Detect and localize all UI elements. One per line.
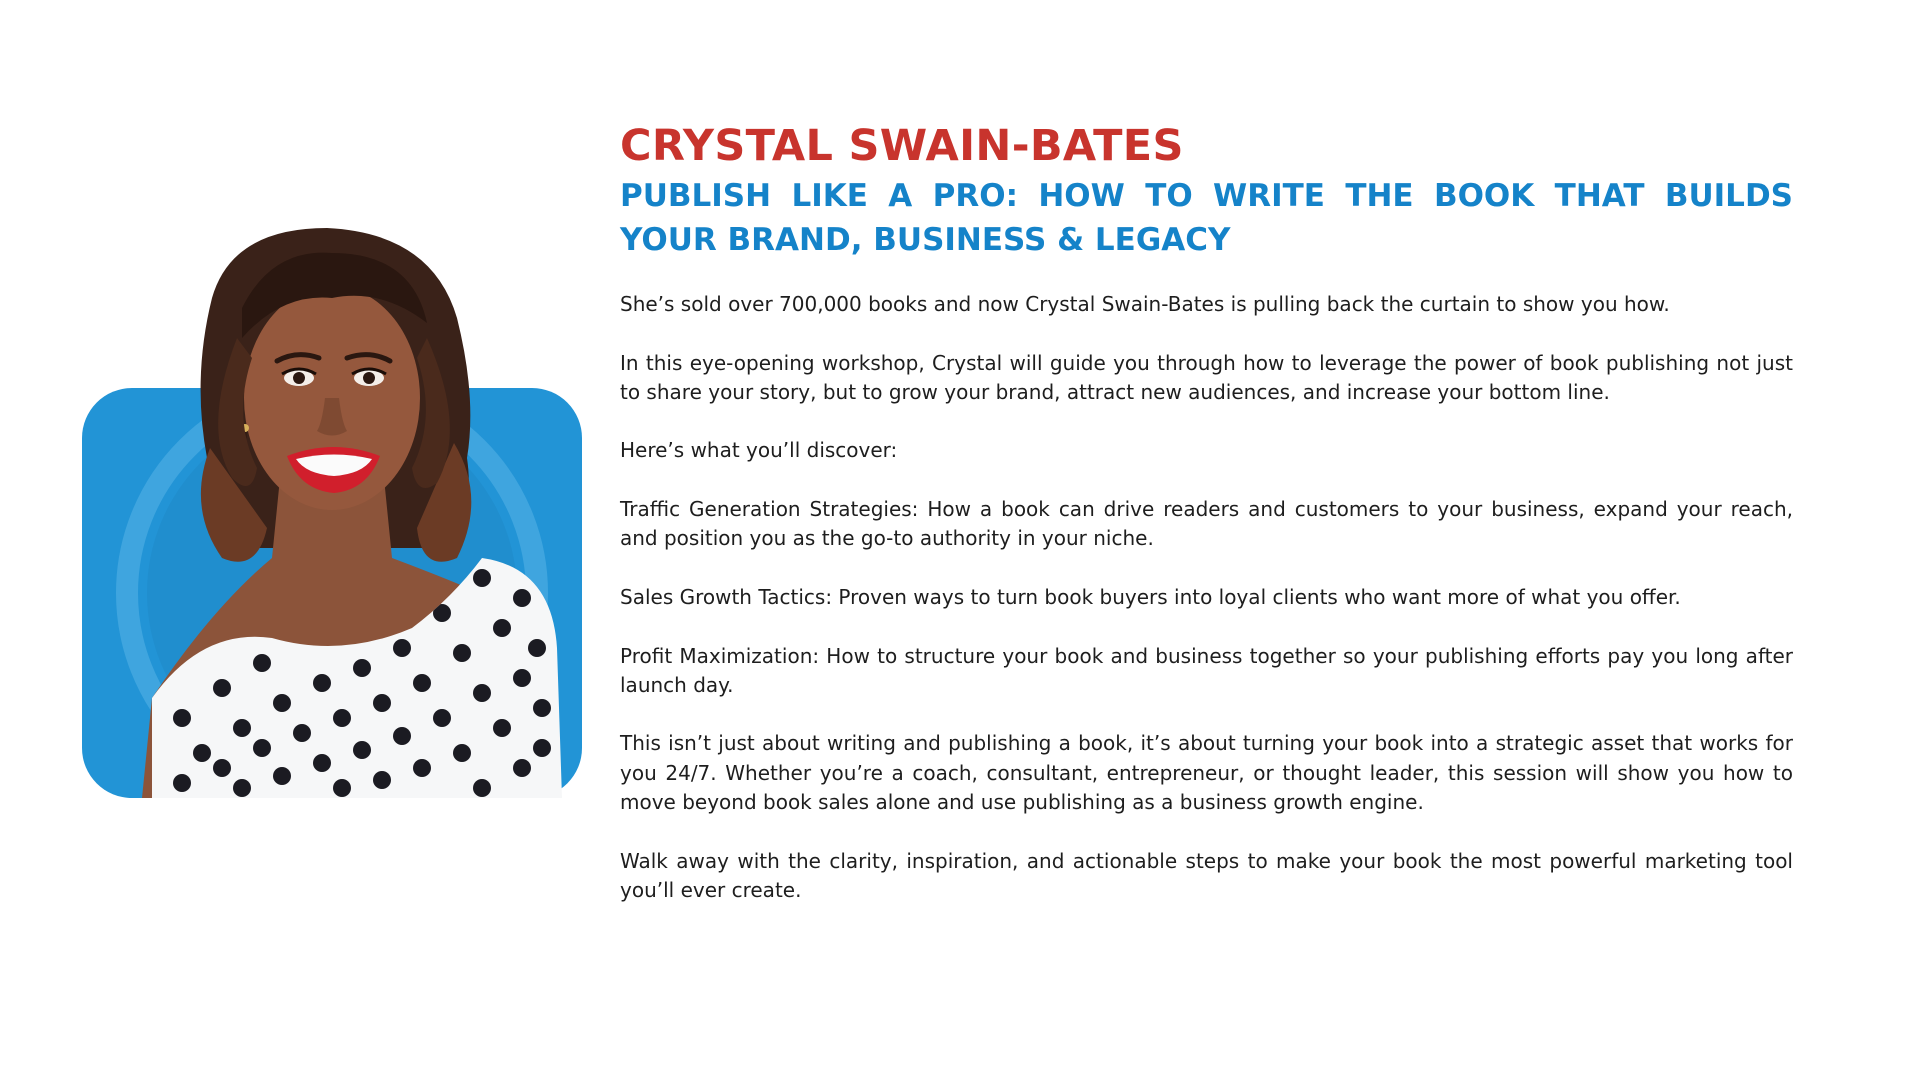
speaker-name: CRYSTAL SWAIN-BATES [620, 121, 1184, 171]
session-details [620, 120, 1793, 935]
closing-paragraph: Walk away with the clarity, inspiration, and actionable steps to make your book the most powerful marketing tool you’ll ever create. [620, 848, 1793, 902]
session-description [620, 290, 1793, 905]
session-title: PUBLISH LIKE A PRO: HOW TO WRITE THE BOOK THAT BUILDS YOUR BRAND, BUSINESS & LEGACY [620, 178, 1793, 258]
intro-paragraph: She’s sold over 700,000 books and now Crystal Swain-Bates is pulling back the curtain to show you how. [620, 292, 1670, 316]
speaker-photo-illustration [82, 228, 582, 798]
point-profit-maximization: Profit Maximization: How to structure your book and business together so your publishing efforts pay you long after launch day. [620, 643, 1793, 697]
point-traffic-generation: Traffic Generation Strategies: How a book can drive readers and customers to your business, expand your reach, and position you as the go-to authority in your niche. [620, 497, 1793, 551]
point-sales-growth: Sales Growth Tactics: Proven ways to turn book buyers into loyal clients who want more of what you offer. [620, 584, 1681, 609]
strategic-asset-paragraph: This isn’t just about writing and publishing a book, it’s about turning your book into a strategic asset that works for you 24/7. Whether you’re a coach, consultant, entrepreneur, or thought leader, this session will show you how to move beyond book sales alone and use publishing as a business growth engine. [620, 731, 1793, 815]
discover-lead-in: Here’s what you’ll discover: [620, 438, 898, 463]
overview-paragraph: In this eye-opening workshop, Crystal will guide you through how to leverage the power of book publishing not just to share your story, but to grow your brand, attract new audiences, and increase your bottom line. [620, 350, 1793, 404]
speaker-photo [82, 228, 582, 798]
